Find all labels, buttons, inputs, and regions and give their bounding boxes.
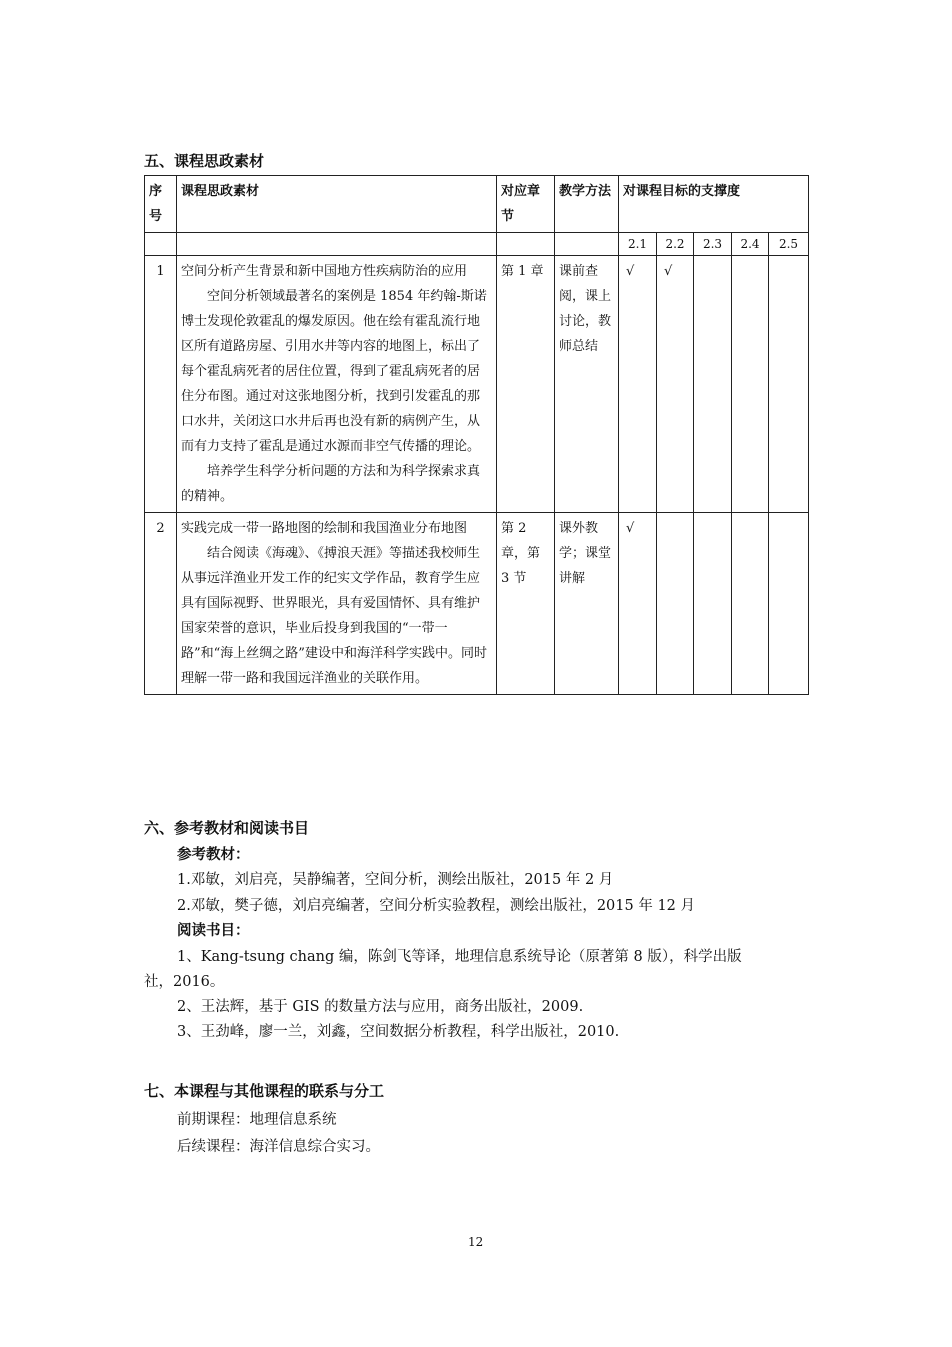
goal-2-5: 2.5 (769, 233, 809, 256)
material-goal: 培养学生科学分析问题的方法和为科学探索求真的精神。 (181, 464, 481, 504)
table-header-row (145, 176, 809, 233)
header-no: 序号 (145, 176, 177, 233)
reading-label: 阅读书目： (177, 922, 250, 939)
empty-cell (145, 233, 177, 256)
mark-2-3 (694, 513, 732, 695)
mark-2-4 (732, 513, 769, 695)
table-goal-row (145, 233, 809, 256)
mark-2-1: √ (619, 513, 657, 695)
empty-cell (177, 233, 497, 256)
material-title: 实践完成一带一路地图的绘制和我国渔业分布地图 (181, 521, 468, 536)
reading-item-continued: 社，2016。 (144, 974, 225, 990)
page-number: 12 (468, 1235, 484, 1249)
mark-2-3 (694, 256, 732, 513)
empty-cell (555, 233, 619, 256)
textbooks-label: 参考教材： (177, 846, 250, 863)
empty-cell (497, 233, 555, 256)
header-method: 教学方法 (555, 176, 619, 233)
goal-2-3: 2.3 (694, 233, 732, 256)
row-number: 2 (145, 513, 177, 695)
material-title: 空间分析产生背景和新中国地方性疾病防治的应用 (181, 264, 468, 279)
prior-course: 前期课程：地理信息系统 (177, 1112, 337, 1128)
follow-course: 后续课程：海洋信息综合实习。 (177, 1139, 380, 1155)
textbook-item: 2.邓敏，樊子德，刘启亮编著，空间分析实验教程，测绘出版社，2015 年 12 月 (177, 898, 696, 914)
section6-title: 六、参考教材和阅读书目 (144, 819, 310, 837)
header-material: 课程思政素材 (177, 176, 497, 233)
mark-2-2: √ (657, 256, 694, 513)
mark-2-2 (657, 513, 694, 695)
goal-2-2: 2.2 (657, 233, 694, 256)
mark-2-4 (732, 256, 769, 513)
reading-item: 2、王法辉，基于 GIS 的数量方法与应用，商务出版社，2009. (177, 999, 584, 1015)
method-cell: 课外教学；课堂讲解 (555, 513, 619, 695)
reading-item: 1、Kang-tsung chang 编，陈剑飞等译，地理信息系统导论（原著第 8 版），科学出版 (177, 949, 742, 965)
material-cell (177, 513, 497, 695)
header-chapter: 对应章节 (497, 176, 555, 233)
mark-2-1: √ (619, 256, 657, 513)
chapter-cell: 第 1 章 (497, 256, 555, 513)
textbook-item: 1.邓敏，刘启亮，吴静编著，空间分析，测绘出版社，2015 年 2 月 (177, 872, 614, 888)
mark-2-5 (769, 513, 809, 695)
ideology-material-table (144, 175, 809, 695)
header-support: 对课程目标的支撑度 (619, 176, 809, 233)
material-body: 空间分析领域最著名的案例是 1854 年约翰-斯诺博士发现伦敦霍乱的爆发原因。他在绘有霍乱流行地区所有道路房屋、引用水井等内容的地图上，标出了每个霍乱病死者的居住位置，得到了霍乱病死者的居住分布图。通过对这张地图分析，找到引发霍乱的那口水井，关闭这口水井后再也没有新的病例产生，从而有力支持了霍乱是通过水源而非空气传播的理论。 (181, 289, 487, 454)
chapter-cell: 第 2 章，第 3 节 (497, 513, 555, 695)
table-row (145, 513, 809, 695)
mark-2-5 (769, 256, 809, 513)
material-cell (177, 256, 497, 513)
reading-item: 3、王劲峰，廖一兰，刘鑫，空间数据分析教程，科学出版社，2010. (177, 1024, 620, 1040)
section7-title: 七、本课程与其他课程的联系与分工 (144, 1082, 385, 1100)
section5-title: 五、课程思政素材 (144, 152, 265, 170)
table-row (145, 256, 809, 513)
method-cell: 课前查阅，课上讨论，教师总结 (555, 256, 619, 513)
row-number: 1 (145, 256, 177, 513)
goal-2-4: 2.4 (732, 233, 769, 256)
goal-2-1: 2.1 (619, 233, 657, 256)
material-body: 结合阅读《海魂》、《搏浪天涯》等描述我校师生从事远洋渔业开发工作的纪实文学作品，教育学生应具有国际视野、世界眼光，具有爱国情怀、具有维护国家荣誉的意识，毕业后投身到我国的“一带一路”和“海上丝绸之路”建设中和海洋科学实践中。同时理解一带一路和我国远洋渔业的关联作用。 (181, 546, 487, 686)
